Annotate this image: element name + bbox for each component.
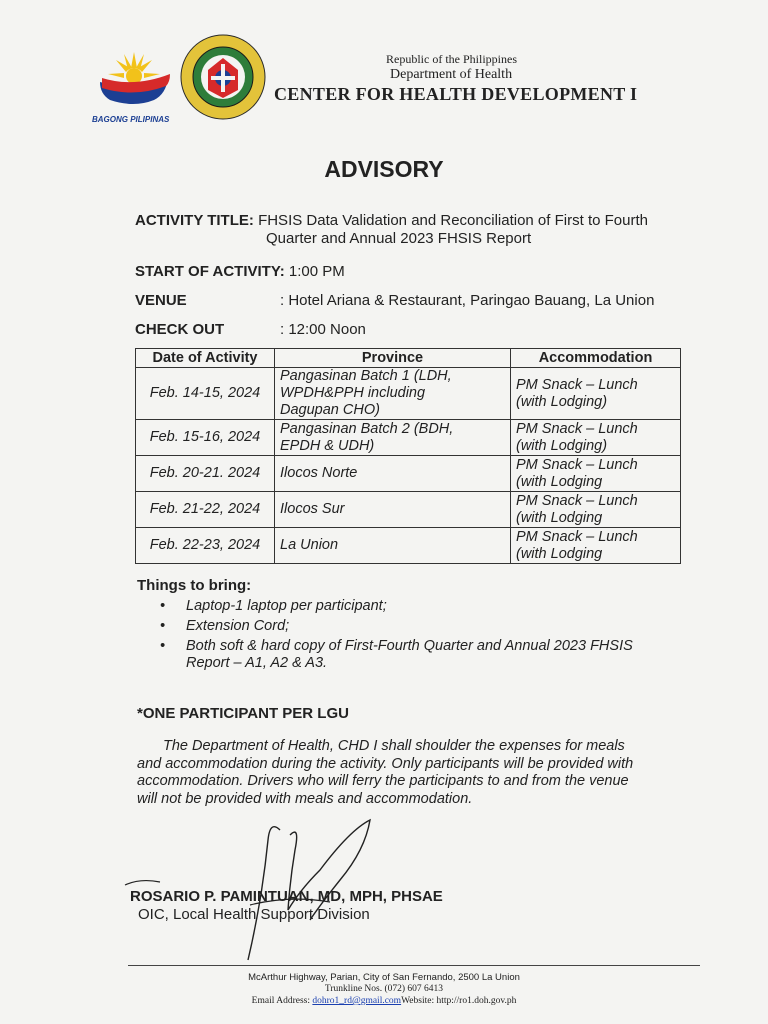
accommodation-line: (with Lodging <box>516 473 603 490</box>
list-item-text: Extension Cord; <box>186 618 290 634</box>
header-province: Province <box>275 349 511 368</box>
activity-title-line2: Quarter and Annual 2023 FHSIS Report <box>266 230 532 247</box>
accommodation-line: PM Snack – Lunch <box>516 420 638 437</box>
province-cell <box>275 528 511 564</box>
activity-title-row <box>135 212 648 229</box>
table-header-row <box>136 349 681 368</box>
checkout-label: CHECK OUT <box>135 321 225 338</box>
province-line: Dagupan CHO) <box>280 402 380 418</box>
header-date: Date of Activity <box>136 349 275 368</box>
accommodation-line: PM Snack – Lunch <box>516 492 638 509</box>
date-cell: Feb. 14-15, 2024 <box>136 368 275 420</box>
paragraph-line: and accommodation during the activity. Only participants will be provided with <box>137 755 634 772</box>
list-item <box>160 638 700 672</box>
date-cell: Feb. 22-23, 2024 <box>136 528 275 564</box>
province-line: WPDH&PPH including <box>280 385 426 401</box>
table-row <box>136 456 681 492</box>
venue-label: VENUE <box>135 292 187 309</box>
footer-contact <box>0 996 768 1006</box>
footer-address <box>0 972 768 983</box>
checkout-value: : 12:00 Noon <box>280 321 366 338</box>
footer-trunkline: Trunkline Nos. (072) 607 6413 <box>324 984 444 994</box>
table-row <box>136 492 681 528</box>
header-department: Department of Health <box>390 67 513 82</box>
date-cell: Feb. 15-16, 2024 <box>136 420 275 456</box>
doh-seal <box>180 34 266 120</box>
footer-website[interactable]: Website: http://ro1.doh.gov.ph <box>401 996 517 1006</box>
bagong-pilipinas-logo <box>94 48 174 122</box>
footer-email-link[interactable]: dohro1_rd@gmail.com <box>312 996 402 1006</box>
header-center: CENTER FOR HEALTH DEVELOPMENT I <box>274 84 638 104</box>
accommodation-cell <box>511 368 681 420</box>
list-item <box>160 598 700 615</box>
province-line: La Union <box>280 537 339 553</box>
table-row <box>136 368 681 420</box>
things-heading: Things to bring: <box>137 577 252 594</box>
footer-address-text: McArthur Highway, Parian, City of San Fernando, 2500 La Union <box>248 972 520 983</box>
accommodation-cell <box>511 456 681 492</box>
activity-title-label: ACTIVITY TITLE: <box>135 212 254 229</box>
start-row <box>135 263 345 280</box>
bullet-icon: • <box>160 598 166 614</box>
province-line: Ilocos Sur <box>280 501 345 517</box>
accommodation-line: (with Lodging) <box>516 393 608 410</box>
accommodation-cell <box>511 528 681 564</box>
province-line: Ilocos Norte <box>280 465 358 481</box>
bagong-pilipinas-text: BAGONG PILIPINAS <box>92 115 170 124</box>
accommodation-cell <box>511 420 681 456</box>
paragraph-line: The Department of Health, CHD I shall shoulder the expenses for meals <box>163 738 625 754</box>
header-accommodation: Accommodation <box>511 349 681 368</box>
paragraph-line: accommodation. Drivers who will ferry the participants to and from the venue <box>137 773 629 789</box>
accommodation-line: PM Snack – Lunch <box>516 456 638 473</box>
signatory-name: ROSARIO P. PAMINTUAN, MD, MPH, PHSAE <box>130 888 443 905</box>
paragraph-line: will not be provided with meals and accommodation. <box>137 790 473 807</box>
province-cell <box>275 368 511 420</box>
header-republic: Republic of the Philippines <box>386 52 517 66</box>
date-cell: Feb. 21-22, 2024 <box>136 492 275 528</box>
body-paragraph <box>137 738 697 808</box>
province-cell <box>275 456 511 492</box>
province-line: Pangasinan Batch 1 (LDH, <box>280 368 452 384</box>
province-line: EPDH & UDH) <box>280 437 375 454</box>
table-row <box>136 420 681 456</box>
accommodation-line: (with Lodging <box>516 509 603 526</box>
province-cell <box>275 492 511 528</box>
signatory-role: OIC, Local Health Support Division <box>138 906 370 923</box>
accommodation-line: (with Lodging) <box>516 437 608 454</box>
table-row <box>136 528 681 564</box>
date-cell: Feb. 20-21. 2024 <box>136 456 275 492</box>
accommodation-cell <box>511 492 681 528</box>
accommodation-line: PM Snack – Lunch <box>516 528 638 545</box>
things-list <box>160 598 700 675</box>
activity-title-line1: FHSIS Data Validation and Reconciliation of First to Fourth <box>258 212 648 229</box>
province-line: Pangasinan Batch 2 (BDH, <box>280 420 454 437</box>
footer-email-label: Email Address: <box>251 996 313 1006</box>
participant-note: *ONE PARTICIPANT PER LGU <box>137 705 349 722</box>
start-value: 1:00 PM <box>288 263 345 280</box>
list-item-text: Both soft & hard copy of First-Fourth Quarter and Annual 2023 FHSIS <box>186 638 633 654</box>
list-item-text: Laptop-1 laptop per participant; <box>186 598 387 614</box>
advisory-title: ADVISORY <box>324 156 444 182</box>
list-item-text: Report – A1, A2 & A3. <box>186 655 328 671</box>
accommodation-line: (with Lodging <box>516 545 603 562</box>
bullet-icon: • <box>160 638 166 654</box>
schedule-table <box>135 348 681 564</box>
accommodation-line: PM Snack – Lunch <box>516 376 638 393</box>
list-item <box>160 618 700 635</box>
bullet-icon: • <box>160 618 166 634</box>
start-label: START OF ACTIVITY: <box>135 263 285 280</box>
footer-divider <box>128 965 700 966</box>
venue-value: : Hotel Ariana & Restaurant, Paringao Bauang, La Union <box>280 292 655 309</box>
province-cell <box>275 420 511 456</box>
